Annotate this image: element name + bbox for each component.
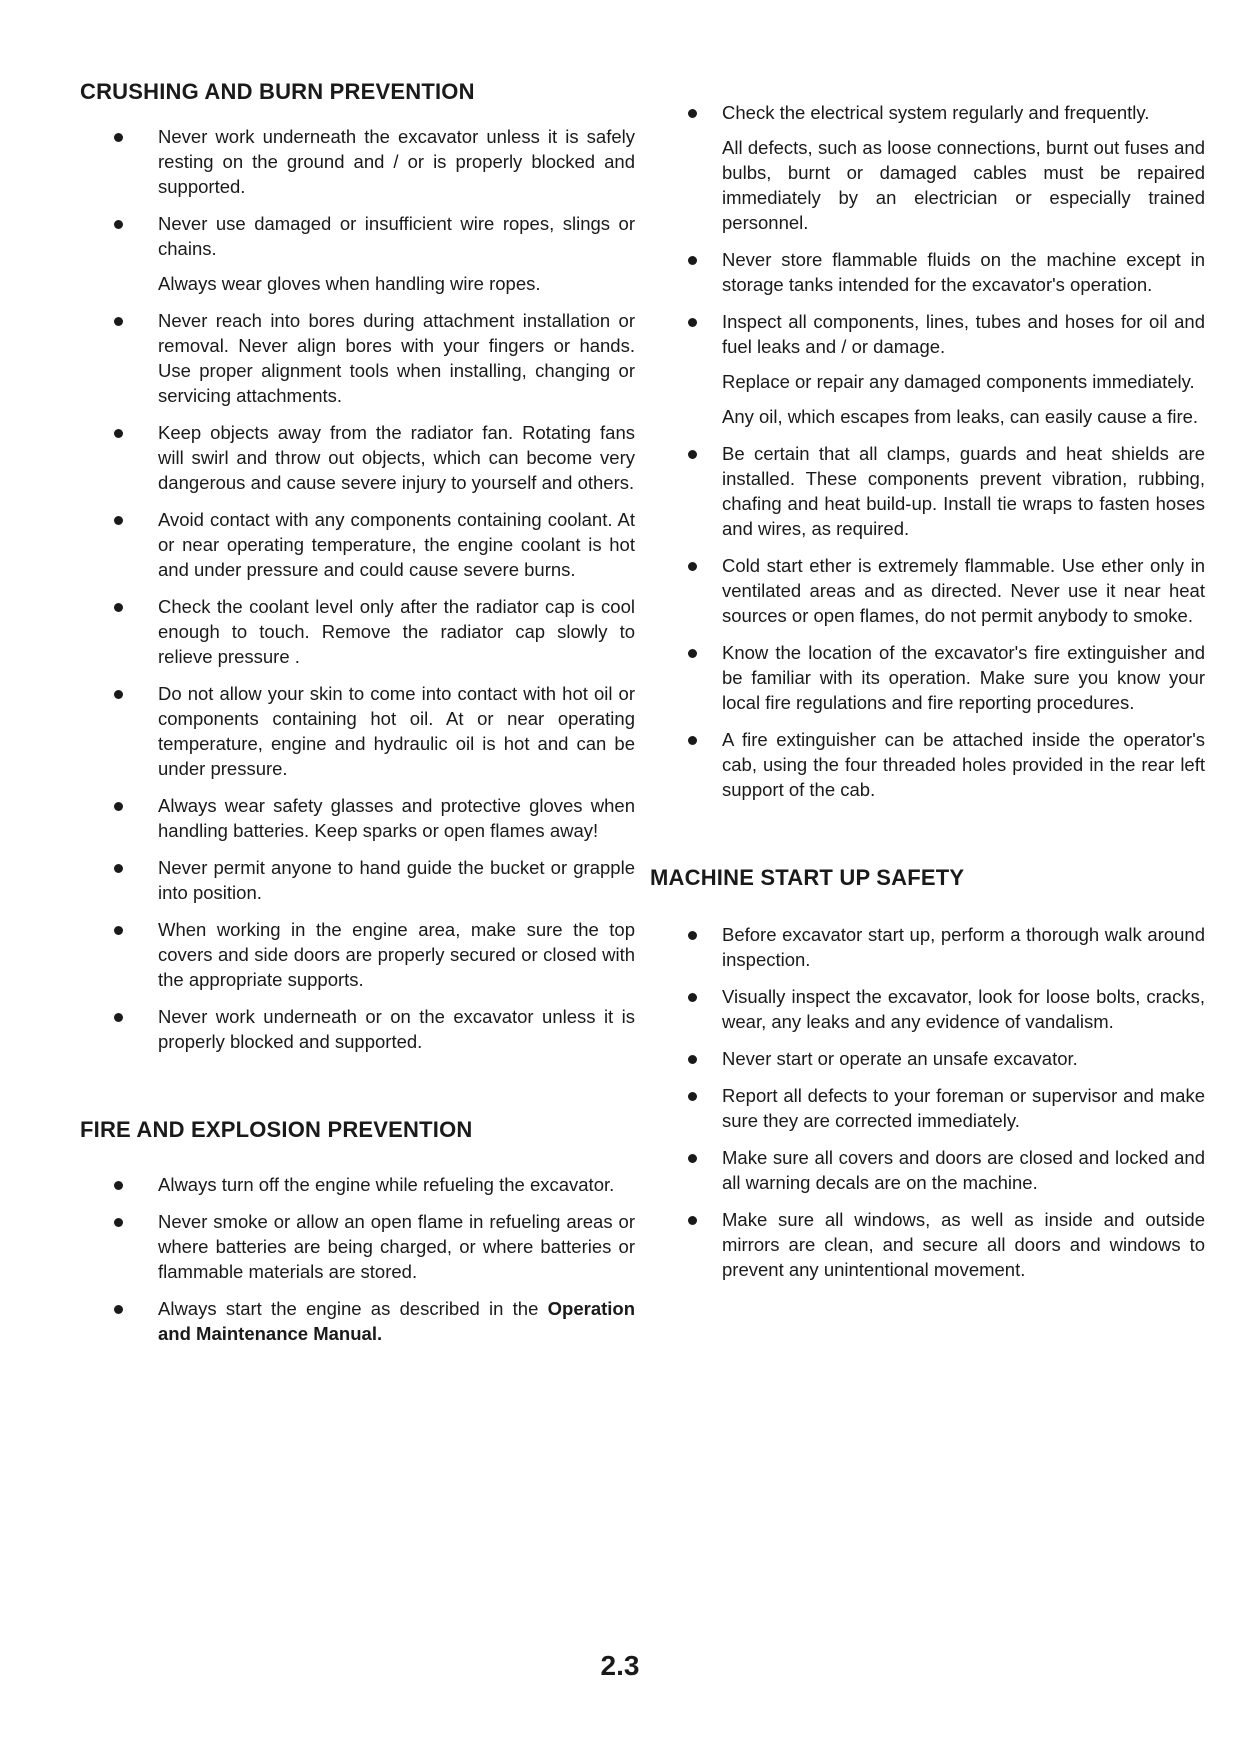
bullet-item: [650, 1046, 1205, 1071]
bullet-text: Be certain that all clamps, guards and heat shields are installed. These components prevent vibration, rubbing, chafing and heat build-up. Install tie wraps to fasten hoses and wires, as required.: [722, 443, 1205, 539]
bullet-text: When working in the engine area, make sure the top covers and side doors are properly secured or closed with the appropriate supports.: [158, 919, 635, 990]
section-title-fire: FIRE AND EXPLOSION PREVENTION: [80, 1117, 473, 1142]
bullet-item: [650, 553, 1205, 628]
fire-list: [80, 1172, 635, 1346]
bullet-item: [650, 727, 1205, 802]
bullet-item: [650, 1207, 1205, 1282]
bullet-text: Always turn off the engine while refueling the excavator.: [158, 1174, 615, 1195]
bullet-item: [80, 308, 635, 408]
bullet-item: [80, 855, 635, 905]
bullet-text: Inspect all components, lines, tubes and hoses for oil and fuel leaks and / or damage.: [722, 311, 1205, 357]
bullet-dot-icon: [114, 317, 123, 326]
bullet-item: [650, 922, 1205, 972]
bullet-text: Always wear gloves when handling wire ropes.: [158, 273, 541, 294]
bullet-text: Do not allow your skin to come into contact with hot oil or components containing hot oil. At or near operating temperature, engine and hydraulic oil is hot and can be under pressure.: [158, 683, 635, 779]
bullet-item: [80, 594, 635, 669]
bullet-text: Never store flammable fluids on the machine except in storage tanks intended for the excavator's operation.: [722, 249, 1205, 295]
fire-section: [80, 1116, 635, 1346]
bullet-item: [650, 640, 1205, 715]
bullet-item: [80, 420, 635, 495]
bullet-dot-icon: [114, 864, 123, 873]
bullet-text: Never work underneath the excavator unless it is safely resting on the ground and / or is properly blocked and supported.: [158, 126, 635, 197]
bullet-text: Check the coolant level only after the radiator cap is cool enough to touch. Remove the radiator cap slowly to relieve pressure .: [158, 596, 635, 667]
page-number: 2.3: [600, 1650, 640, 1681]
bullet-item: [80, 1209, 635, 1284]
bullet-text: Never smoke or allow an open flame in refueling areas or where batteries are being charged, or where batteries or flammable materials are stored.: [158, 1211, 635, 1282]
bullet-dot-icon: [114, 516, 123, 525]
bullet-text: Check the electrical system regularly and frequently.: [722, 102, 1150, 123]
bullet-item: [650, 309, 1205, 429]
bullet-item: [650, 1083, 1205, 1133]
bullet-dot-icon: [114, 690, 123, 699]
bullet-item: [80, 681, 635, 781]
bullet-item: [80, 1172, 635, 1197]
bullet-dot-icon: [114, 220, 123, 229]
fire-continued-list: [650, 100, 1205, 802]
bullet-dot-icon: [688, 1055, 697, 1064]
crushing-section: [80, 78, 635, 1054]
section-title-startup: MACHINE START UP SAFETY: [650, 865, 965, 890]
bullet-item: [80, 793, 635, 843]
bullet-item: [80, 1296, 635, 1346]
bullet-text: Make sure all covers and doors are closed and locked and all warning decals are on the machine.: [722, 1147, 1205, 1193]
bullet-text: Never start or operate an unsafe excavator.: [722, 1048, 1078, 1069]
bullet-dot-icon: [114, 802, 123, 811]
bullet-item: [80, 1004, 635, 1054]
bullet-text: Avoid contact with any components containing coolant. At or near operating temperature, the engine coolant is hot and under pressure and could cause severe burns.: [158, 509, 635, 580]
bullet-item: [650, 441, 1205, 541]
bullet-item: [80, 211, 635, 296]
bullet-dot-icon: [688, 1092, 697, 1101]
bullet-text: Never reach into bores during attachment installation or removal. Never align bores with your fingers or hands. Use proper alignment tools when installing, changing or servicing attachments.: [158, 310, 635, 406]
bullet-text: Never work underneath or on the excavator unless it is properly blocked and supported.: [158, 1006, 635, 1052]
startup-list: [650, 922, 1205, 1282]
bullet-dot-icon: [114, 429, 123, 438]
bullet-text: Report all defects to your foreman or supervisor and make sure they are corrected immediately.: [722, 1085, 1205, 1131]
bullet-text: All defects, such as loose connections, burnt out fuses and bulbs, burnt or damaged cables must be repaired immediately by an electrician or especially trained personnel.: [722, 137, 1205, 233]
bullet-dot-icon: [114, 133, 123, 142]
bullet-text: Never use damaged or insufficient wire ropes, slings or chains.: [158, 213, 635, 259]
bullet-item: [80, 124, 635, 199]
bullet-item: [650, 984, 1205, 1034]
bullet-text: Before excavator start up, perform a thorough walk around inspection.: [722, 924, 1205, 970]
bullet-dot-icon: [688, 931, 697, 940]
bullet-text: Cold start ether is extremely flammable. Use ether only in ventilated areas and as directed. Never use it near heat sources or open flames, do not permit anybody to smoke.: [722, 555, 1205, 626]
bullet-text: Keep objects away from the radiator fan. Rotating fans will swirl and throw out objects, which can become very dangerous and cause severe injury to yourself and others.: [158, 422, 635, 493]
bullet-text: Know the location of the excavator's fire extinguisher and be familiar with its operation. Make sure you know your local fire regulations and fire reporting procedures.: [722, 642, 1205, 713]
bullet-dot-icon: [688, 256, 697, 265]
bullet-dot-icon: [688, 450, 697, 459]
fire-continued-section: [650, 100, 1205, 802]
bullet-text: Visually inspect the excavator, look for loose bolts, cracks, wear, any leaks and any evidence of vandalism.: [722, 986, 1205, 1032]
bullet-dot-icon: [688, 562, 697, 571]
bullet-dot-icon: [114, 1013, 123, 1022]
bullet-item: [650, 1145, 1205, 1195]
crushing-list: [80, 124, 635, 1054]
bullet-item: [80, 507, 635, 582]
bullet-item: [80, 917, 635, 992]
bullet-dot-icon: [688, 1154, 697, 1163]
bullet-text: A fire extinguisher can be attached inside the operator's cab, using the four threaded holes provided in the rear left support of the cab.: [722, 729, 1205, 800]
bullet-dot-icon: [114, 1305, 123, 1314]
bullet-text: Make sure all windows, as well as inside and outside mirrors are clean, and secure all doors and windows to prevent any unintentional movement.: [722, 1209, 1205, 1280]
left-column: [80, 78, 635, 1408]
bullet-text: Never permit anyone to hand guide the bucket or grapple into position.: [158, 857, 635, 903]
manual-reference: Operation and Maintenance Manual.: [158, 1298, 636, 1344]
bullet-dot-icon: [114, 926, 123, 935]
bullet-item: [650, 247, 1205, 297]
startup-section: [650, 864, 1205, 1282]
bullet-text: Always wear safety glasses and protective gloves when handling batteries. Keep sparks or open flames away!: [158, 795, 635, 841]
bullet-dot-icon: [688, 736, 697, 745]
bullet-item: [650, 100, 1205, 235]
bullet-dot-icon: [114, 1181, 123, 1190]
bullet-text: Replace or repair any damaged components immediately.: [722, 371, 1195, 392]
bullet-dot-icon: [688, 109, 697, 118]
section-title-crushing: CRUSHING AND BURN PREVENTION: [80, 79, 475, 104]
bullet-dot-icon: [114, 1218, 123, 1227]
bullet-dot-icon: [114, 603, 123, 612]
right-column: [650, 100, 1205, 1344]
bullet-text-lead: Always start the engine as described in the: [158, 1298, 539, 1319]
bullet-text: Any oil, which escapes from leaks, can easily cause a fire.: [722, 406, 1199, 427]
bullet-dot-icon: [688, 649, 697, 658]
bullet-text: [158, 1296, 635, 1346]
bullet-dot-icon: [688, 1216, 697, 1225]
bullet-dot-icon: [688, 318, 697, 327]
bullet-dot-icon: [688, 993, 697, 1002]
